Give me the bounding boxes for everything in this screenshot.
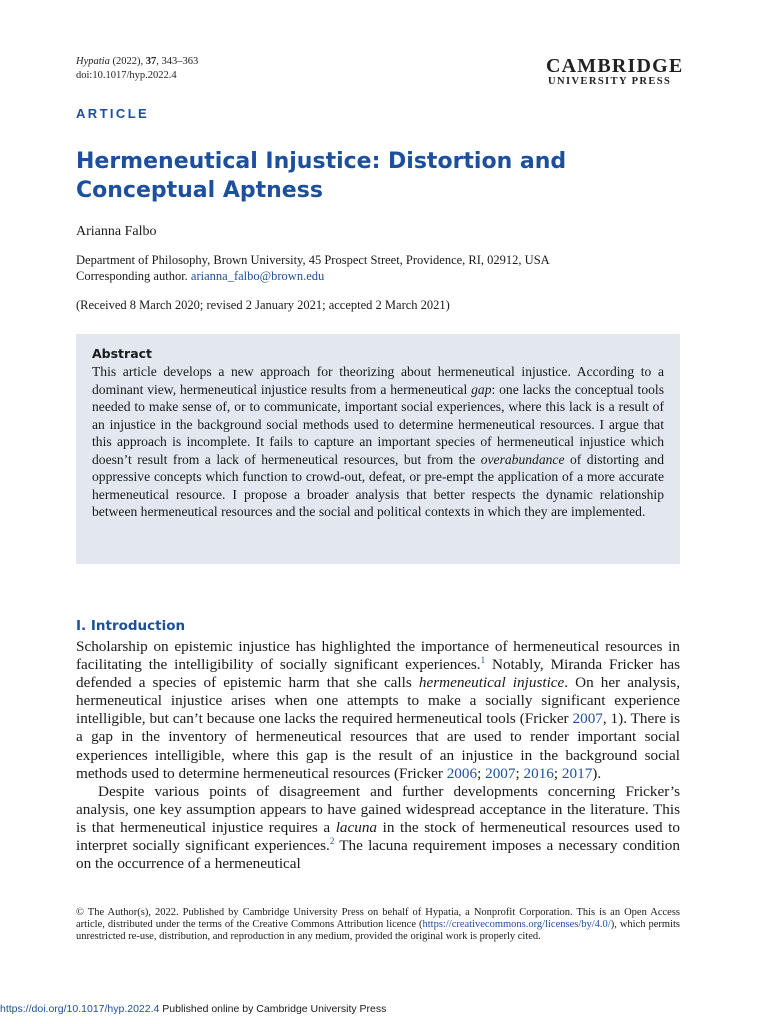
- text-run: ;: [553, 764, 562, 782]
- journal-year: (2022),: [109, 56, 146, 67]
- journal-name: Hypatia: [76, 56, 110, 67]
- text-run: The lacuna requirement imposes a necessary condition on the occurrence of a hermeneutical: [76, 837, 680, 873]
- abstract-text-part: of distorting and oppressive concepts which function to crowd-out, defeat, or pre-empt the application of a more accurate hermeneutical resource. I propose a broader analysis that better respects the dynamic relationship between hermeneutical resources and the social and political contexts in which they are implemented.: [92, 451, 664, 519]
- abstract-text-part: This article develops a new approach for theorizing about hermeneutical injustice. According to a dominant view, hermeneutical injustice results from a hermeneutical: [92, 364, 664, 397]
- body-text: [76, 638, 680, 873]
- abstract-heading: Abstract: [92, 346, 153, 361]
- citation-link[interactable]: 2017: [561, 764, 593, 782]
- corresponding-email-link[interactable]: arianna_falbo@brown.edu: [190, 269, 325, 283]
- citation-link[interactable]: 2016: [523, 764, 554, 782]
- publisher-logo: [546, 56, 686, 88]
- abstract-text-part: : one lacks the conceptual tools needed to make sense of, or to communicate, important social experiences, where this lack is a result of an injustice in the background social methods used to determine hermeneutical resources. I argue that this approach is incomplete. It fails to capture an important species of hermeneutical injustice which doesn’t result from a lack of hermeneutical resources, but from the: [92, 381, 664, 467]
- author-name: Arianna Falbo: [76, 224, 157, 239]
- text-run: , 1). There is a gap in the inventory of hermeneutical resources that are used to render important social experiences intelligible, where this gap is the result of an injustice in the background social methods used to determine hermeneutical resources (Fricker: [76, 710, 681, 782]
- paragraph-1: [76, 638, 680, 783]
- abstract-box: [76, 334, 680, 564]
- journal-citation: [76, 55, 198, 83]
- license-link[interactable]: https://creativecommons.org/licenses/by/4.0/: [422, 919, 611, 931]
- text-run: ;: [477, 764, 486, 782]
- text-run: Notably, Miranda Fricker has defended a species of epistemic harm that she calls: [76, 656, 681, 692]
- citation-link[interactable]: 2007: [485, 764, 516, 782]
- text-run: ), which permits unrestricted re-use, distribution, and reproduction in any medium, provided the original work is properly cited.: [76, 919, 681, 943]
- license-footnote: [76, 907, 680, 944]
- text-run: Scholarship on epistemic injustice has highlighted the importance of hermeneutical resources in facilitating the intelligibility of socially significant experiences.: [76, 638, 680, 674]
- publisher-logo-line2: UNIVERSITY PRESS: [548, 76, 672, 87]
- footer-text: Published online by Cambridge University Press: [159, 1003, 387, 1015]
- doi-link[interactable]: https://doi.org/10.1017/hyp.2022.4: [0, 1003, 160, 1015]
- publisher-logo-line1: CAMBRIDGE: [546, 55, 684, 77]
- received-dates: (Received 8 March 2020; revised 2 January 2021; accepted 2 March 2021): [76, 298, 450, 312]
- abstract-text: [92, 363, 664, 521]
- italic-term: hermeneutical injustice: [418, 674, 565, 692]
- journal-pages: , 343–363: [156, 56, 199, 67]
- italic-term: lacuna: [335, 818, 378, 836]
- article-type-label: ARTICLE: [76, 106, 150, 121]
- text-run: Despite various points of disagreement and further developments concerning Fricker’s analysis, one key assumption appears to have gained widespread acceptance in the literature. This is that hermeneutical injustice requires a: [76, 782, 680, 836]
- corresponding-label: Corresponding author.: [76, 269, 191, 283]
- footnote-ref-2[interactable]: 2: [329, 835, 335, 846]
- text-run: © The Author(s), 2022. Published by Cambridge University Press on behalf of Hypatia, a Nonprofit Corporation. This is an Open Access article, distributed under the terms of the Creative Commons Attribution licence (: [76, 907, 680, 931]
- doi-text: doi:10.1017/hyp.2022.4: [76, 70, 177, 81]
- abstract-italic-overabundance: overabundance: [480, 451, 565, 467]
- paragraph-2: [76, 783, 680, 873]
- text-run: ).: [592, 764, 602, 782]
- text-run: . On her analysis, hermeneutical injustice arises when one attempts to make a socially significant experience intelligible, but can’t because one lacks the required hermeneutical tools (Fricker: [76, 674, 680, 728]
- journal-volume: 37: [145, 56, 157, 67]
- article-title: Hermeneutical Injustice: Distortion and Conceptual Aptness: [76, 149, 567, 203]
- affiliation-block: [76, 252, 686, 284]
- footnote-ref-1[interactable]: 1: [480, 655, 486, 666]
- citation-link[interactable]: 2006: [446, 764, 478, 782]
- affiliation: Department of Philosophy, Brown University, 45 Prospect Street, Providence, RI, 02912, USA: [76, 253, 550, 267]
- citation-link[interactable]: 2007: [572, 710, 603, 728]
- abstract-italic-gap: gap: [471, 381, 492, 397]
- page-footer: [0, 1003, 386, 1015]
- section-heading: I. Introduction: [76, 618, 186, 634]
- text-run: ;: [515, 764, 524, 782]
- text-run: in the stock of hermeneutical resources used to interpret socially significant experiences.: [76, 818, 680, 855]
